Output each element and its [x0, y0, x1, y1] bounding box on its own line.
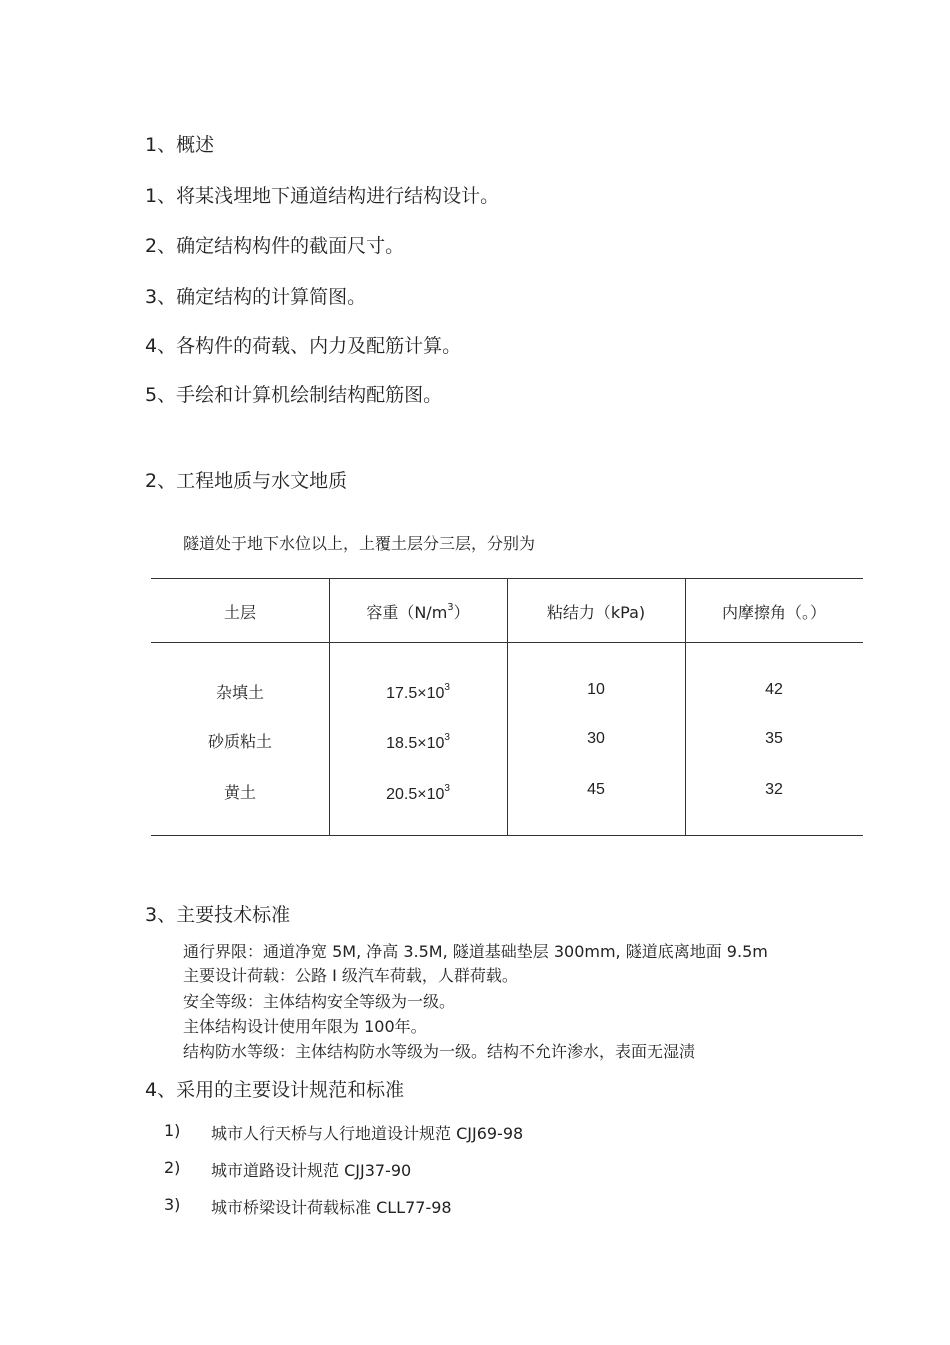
table-header-cohesion: 粘结力（kPa)	[546, 603, 646, 622]
standard-line: 结构防水等级：主体结构防水等级为一级。结构不允许渗水，表面无湿渍	[183, 1042, 696, 1061]
section1-item: 1、将某浅埋地下通道结构进行结构设计。	[145, 185, 500, 207]
spec-item-text: 城市道路设计规范 CJJ37-90	[211, 1161, 412, 1180]
section2-heading: 2、工程地质与水文地质	[145, 470, 348, 492]
spec-item-number: 3)	[164, 1195, 181, 1214]
section2-intro: 隧道处于地下水位以上，上覆土层分三层，分别为	[183, 534, 536, 553]
section4-heading: 4、采用的主要设计规范和标准	[145, 1079, 405, 1101]
section1-item: 2、确定结构构件的截面尺寸。	[145, 235, 405, 257]
table-cell-cohesion: 30	[587, 730, 605, 747]
spec-item-text: 城市人行天桥与人行地道设计规范 CJJ69-98	[211, 1124, 524, 1143]
table-cell-layer: 黄土	[223, 783, 256, 802]
section1-item: 4、各构件的荷载、内力及配筋计算。	[145, 335, 462, 357]
section3-heading: 3、主要技术标准	[145, 904, 291, 926]
table-cell-density: $17.5\times 10^3$	[386, 682, 450, 702]
standard-line: 主要设计荷载：公路 I 级汽车荷载，人群荷载。	[183, 966, 518, 985]
table-cell-friction: 35	[765, 730, 783, 747]
spec-item-number: 1)	[164, 1121, 181, 1140]
table-cell-friction: 42	[765, 681, 783, 698]
standard-line: 主体结构设计使用年限为 100年。	[183, 1017, 427, 1036]
standard-line: 通行界限：通道净宽 5M, 净高 3.5M, 隧道基础垫层 300mm, 隧道底离地面 9.5m	[183, 942, 768, 961]
standard-line: 安全等级：主体结构安全等级为一级。	[183, 992, 456, 1011]
spec-item-number: 2)	[164, 1158, 181, 1177]
table-cell-layer: 杂填土	[215, 683, 264, 702]
table-cell-density: $20.5\times 10^3$	[386, 783, 450, 803]
table-cell-layer: 砂质粘土	[207, 732, 272, 751]
table-header-layer: 土层	[223, 603, 256, 622]
section1-heading: 1、概述	[145, 134, 215, 156]
table-cell-cohesion: 45	[587, 781, 605, 798]
table-header-density: 容重$(N/m^3)$	[366, 602, 470, 622]
section1-item: 5、手绘和计算机绘制结构配筋图。	[145, 384, 443, 406]
table-header-friction: 内摩擦角（。）	[721, 603, 826, 622]
section1-item: 3、确定结构的计算简图。	[145, 286, 367, 308]
table-cell-cohesion: 10	[587, 681, 605, 698]
table-cell-friction: 32	[765, 781, 783, 798]
spec-item-text: 城市桥梁设计荷载标准 CLL77-98	[211, 1198, 452, 1217]
table-cell-density: $18.5\times 10^3$	[386, 732, 450, 752]
